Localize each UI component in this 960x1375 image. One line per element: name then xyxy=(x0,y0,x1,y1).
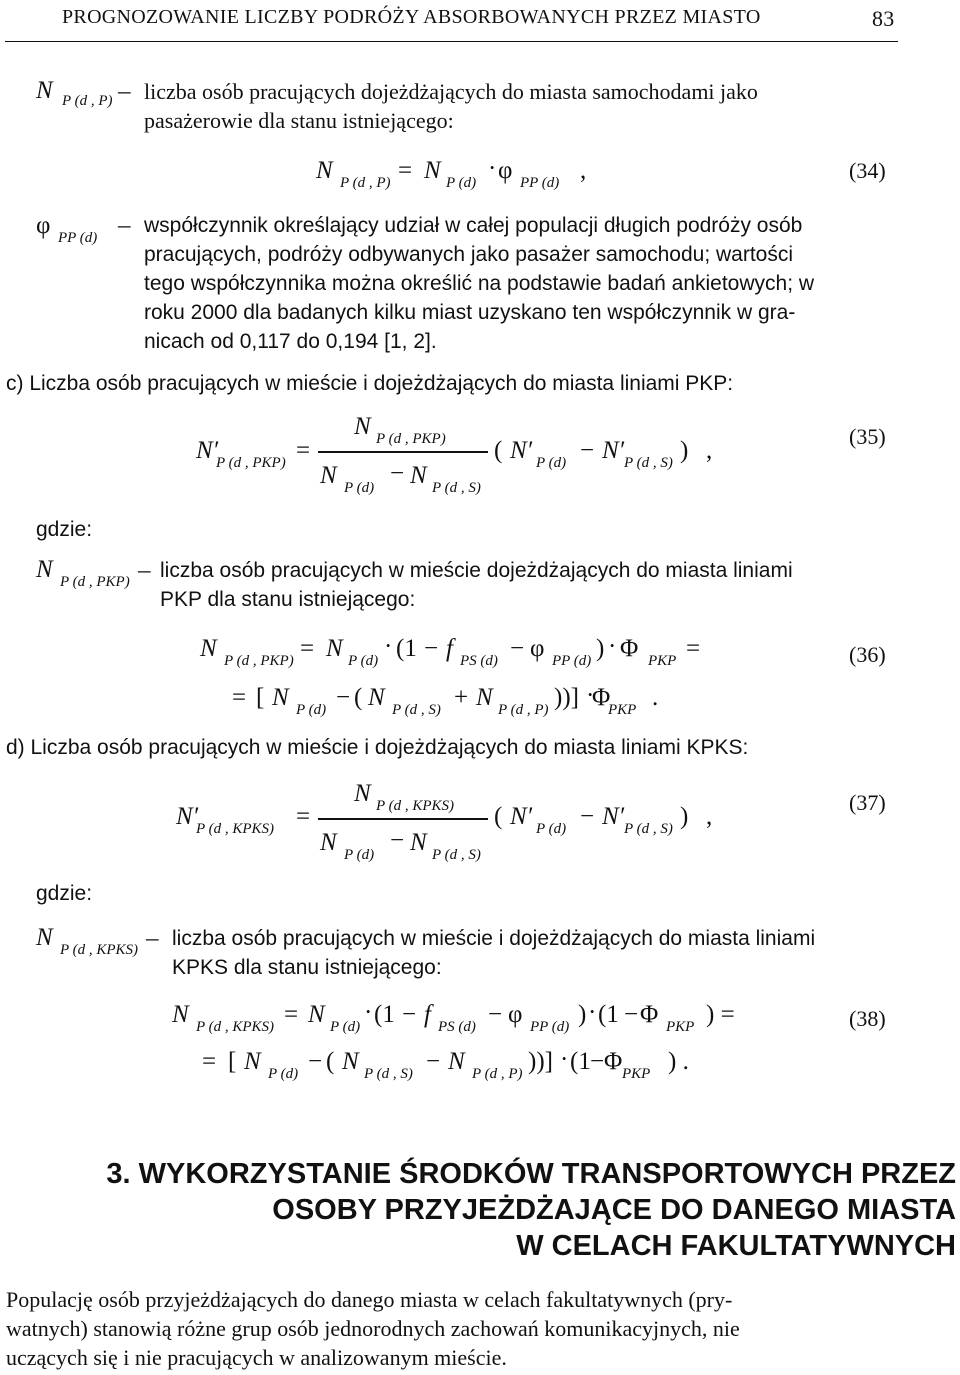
dash: – xyxy=(118,212,131,239)
definition-line: tego współczynnika można określić na podstawie badań ankietowych; w xyxy=(144,272,815,295)
dash: – xyxy=(118,78,131,105)
symbol-N: N xyxy=(36,924,53,951)
symbol-subscript: P (d , PKP) xyxy=(60,574,130,590)
definition-line: liczba osób pracujących w mieście dojeżdżających do miasta liniami xyxy=(160,559,793,582)
paragraph-line: watnych) stanowią różne grup osób jednorodnych zachowań komunikacyjnych, nie xyxy=(6,1316,740,1341)
symbol-N: N xyxy=(36,556,53,583)
equation-number: (35) xyxy=(849,424,886,449)
item-c: c) Liczba osób pracujących w mieście i dojeżdżających do miasta liniami PKP: xyxy=(6,372,734,395)
equation-number: (36) xyxy=(849,642,886,667)
equation-number: (38) xyxy=(849,1006,886,1031)
equation-number: (34) xyxy=(849,158,886,183)
symbol-N: N xyxy=(36,77,53,104)
definition-line: pracujących, podróży odbywanych jako pasażer samochodu; wartości xyxy=(144,243,794,266)
section-heading-line: 3. WYKORZYSTANIE ŚRODKÓW TRANSPORTOWYCH PRZEZ xyxy=(106,1158,956,1190)
definition-line: liczba osób pracujących dojeżdżających do miasta samochodami jako xyxy=(144,79,758,104)
body-paragraph xyxy=(6,1285,896,1372)
symbol-subscript: P (d , KPKS) xyxy=(60,942,139,958)
section-heading-line: W CELACH FAKULTATYWNYCH xyxy=(516,1230,956,1262)
definition-line: roku 2000 dla badanych kilku miast uzyskano ten współczynnik w gra- xyxy=(144,301,796,324)
item-d: d) Liczba osób pracujących w mieście i dojeżdżających do miasta liniami KPKS: xyxy=(6,736,749,759)
definition-line: pasażerowie dla stanu istniejącego: xyxy=(144,108,454,133)
definition-text xyxy=(160,556,793,614)
symbol-phi: φ xyxy=(36,212,51,239)
definition-line: nicach od 0,117 do 0,194 [1, 2]. xyxy=(144,330,437,353)
definition-text xyxy=(144,211,896,356)
symbol-subscript: PP (d) xyxy=(58,230,98,246)
definition-line: współczynnik określający udział w całej populacji długich podróży osób xyxy=(144,214,803,237)
dash: – xyxy=(146,925,159,952)
running-header-title: PROGNOZOWANIE LICZBY PODRÓŻY ABSORBOWANYCH PRZEZ MIASTO xyxy=(62,6,761,28)
section-heading xyxy=(106,1156,956,1264)
gdzie-label: gdzie: xyxy=(36,882,93,905)
dash: – xyxy=(138,557,151,584)
symbol-subscript: P (d , P) xyxy=(62,93,113,109)
paragraph-line: Populację osób przyjeżdżających do danego miasta w celach fakultatywnych (pry- xyxy=(6,1287,733,1312)
page-number: 83 xyxy=(872,6,895,31)
section-heading-line: OSOBY PRZYJEŻDŻAJĄCE DO DANEGO MIASTA xyxy=(272,1194,956,1226)
definition-text xyxy=(144,77,758,135)
definition-line: KPKS dla stanu istniejącego: xyxy=(172,956,442,979)
definition-text xyxy=(172,924,815,982)
definition-line: PKP dla stanu istniejącego: xyxy=(160,588,416,611)
paragraph-line: uczących się i nie pracujących w analizowanym mieście. xyxy=(6,1345,507,1370)
gdzie-label: gdzie: xyxy=(36,518,93,541)
equation-number: (37) xyxy=(849,790,886,815)
header-rule xyxy=(5,41,898,42)
definition-line: liczba osób pracujących w mieście i dojeżdżających do miasta liniami xyxy=(172,927,816,950)
